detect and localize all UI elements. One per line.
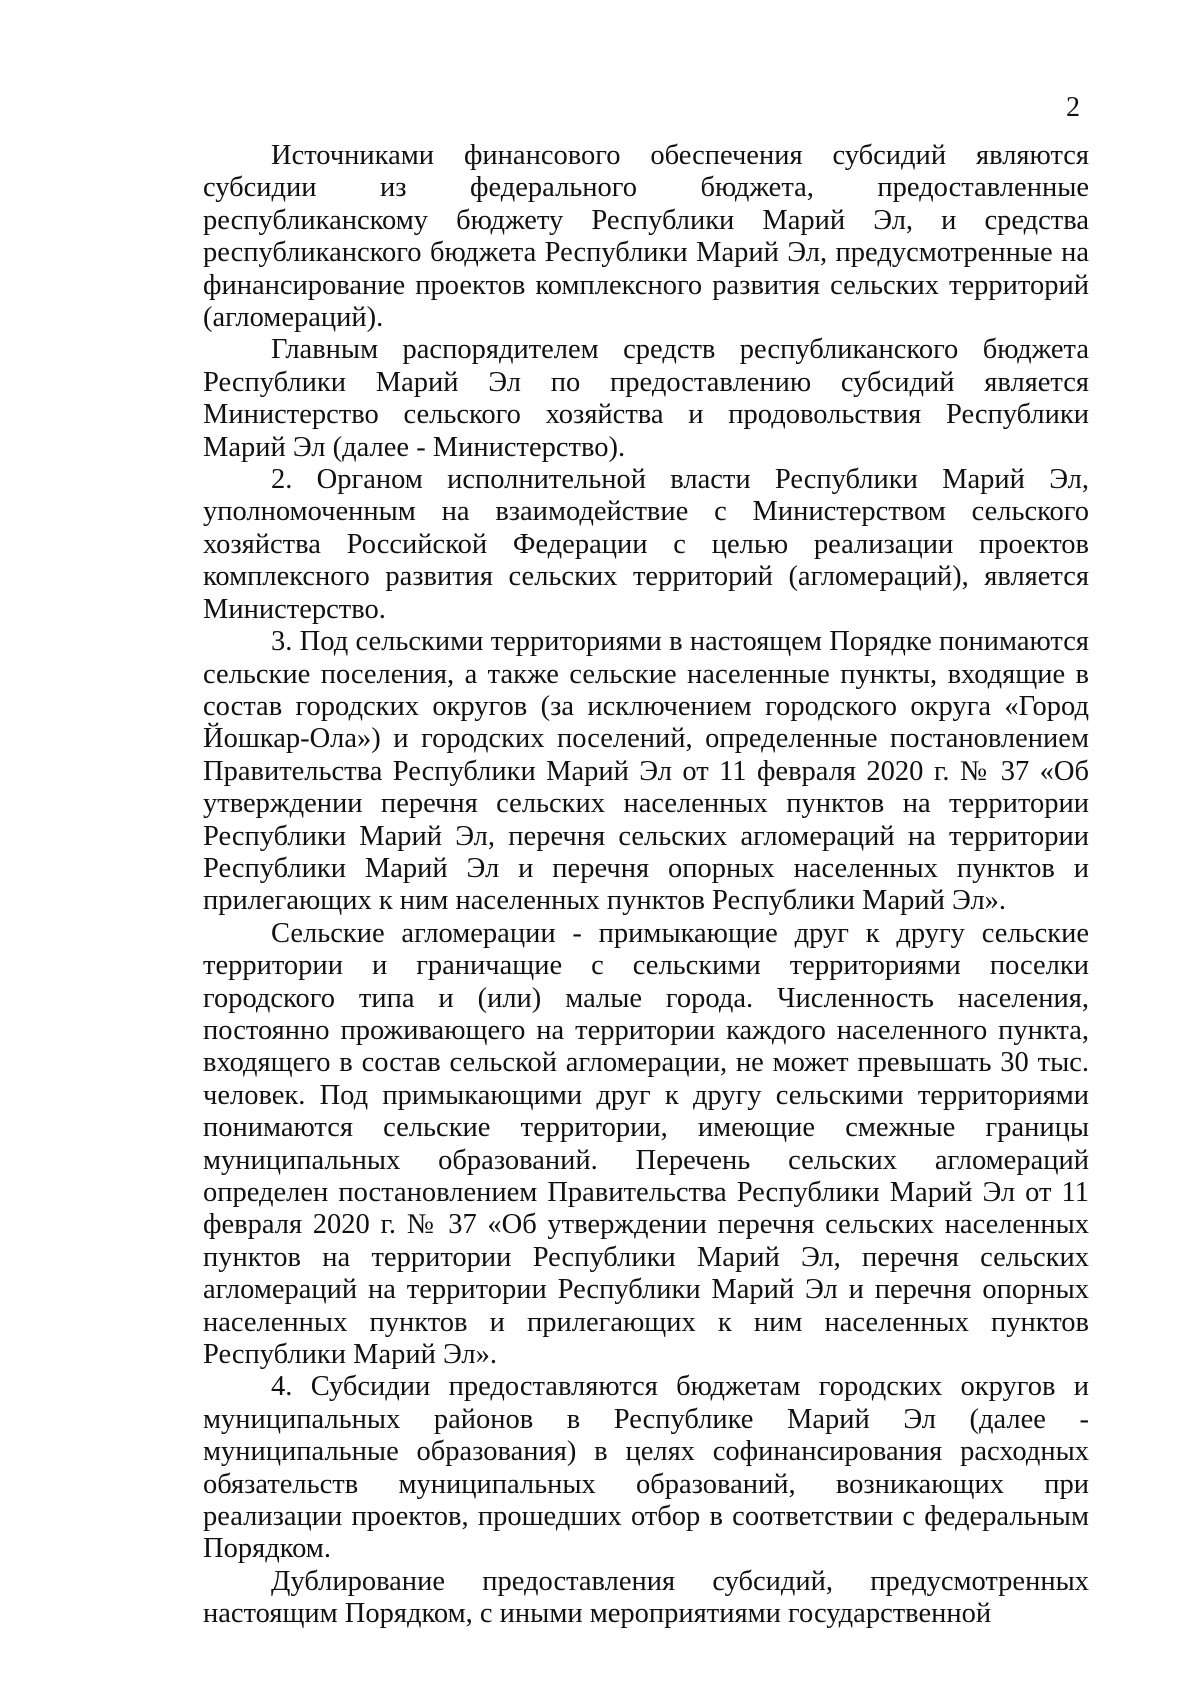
paragraph-funding-sources: Источниками финансового обеспечения субсидий являются субсидии из федерального бюджета, предоставленные республиканскому бюджету Республики Марий Эл, и средства республиканского бюджета Республики Марий Эл, предусмотренные на финансирование проектов комплексного развития сельских территорий (агломераций). (203, 140, 1089, 334)
paragraph-item-2: 2. Органом исполнительной власти Республики Марий Эл, уполномоченным на взаимодействие с Министерством сельского хозяйства Российской Федерации с целью реализации проектов комплексного развития сельских территорий (агломераций), является Министерство. (203, 464, 1089, 625)
page-number: 2 (1066, 92, 1080, 123)
paragraph-duplication: Дублирование предоставления субсидий, предусмотренных настоящим Порядком, с иными мероприятиями государственной (203, 1565, 1089, 1630)
document-body (203, 140, 1089, 1631)
paragraph-agglomerations: Сельские агломерации - примыкающие друг к другу сельские территории и граничащие с сельскими территориями поселки городского типа и (или) малые города. Численность населения, постоянно проживающего на территории каждого населенного пункта, входящего в состав сельской агломерации, не может превышать 30 тыс. человек. Под примыкающими друг к другу сельскими территориями понимаются сельские территории, имеющие смежные границы муниципальных образований. Перечень сельских агломераций определен постановлением Правительства Республики Марий Эл от 11 февраля 2020 г. № 37 «Об утверждении перечня сельских населенных пунктов на территории Республики Марий Эл, перечня сельских агломераций на территории Республики Марий Эл и перечня опорных населенных пунктов и прилегающих к ним населенных пунктов Республики Марий Эл». (203, 917, 1089, 1371)
paragraph-item-3: 3. Под сельскими территориями в настоящем Порядке понимаются сельские поселения, а также сельские населенные пункты, входящие в состав городских округов (за исключением городского округа «Город Йошкар-Ола») и городских поселений, определенные постановлением Правительства Республики Марий Эл от 11 февраля 2020 г. № 37 «Об утверждении перечня сельских населенных пунктов на территории Республики Марий Эл, перечня сельских агломераций на территории Республики Марий Эл и перечня опорных населенных пунктов и прилегающих к ним населенных пунктов Республики Марий Эл». (203, 626, 1089, 917)
paragraph-chief-administrator: Главным распорядителем средств республиканского бюджета Республики Марий Эл по предоставлению субсидий является Министерство сельского хозяйства и продовольствия Республики Марий Эл (далее - Министерство). (203, 334, 1089, 463)
paragraph-item-4: 4. Субсидии предоставляются бюджетам городских округов и муниципальных районов в Республике Марий Эл (далее - муниципальные образования) в целях софинансирования расходных обязательств муниципальных образований, возникающих при реализации проектов, прошедших отбор в соответствии с федеральным Порядком. (203, 1371, 1089, 1565)
